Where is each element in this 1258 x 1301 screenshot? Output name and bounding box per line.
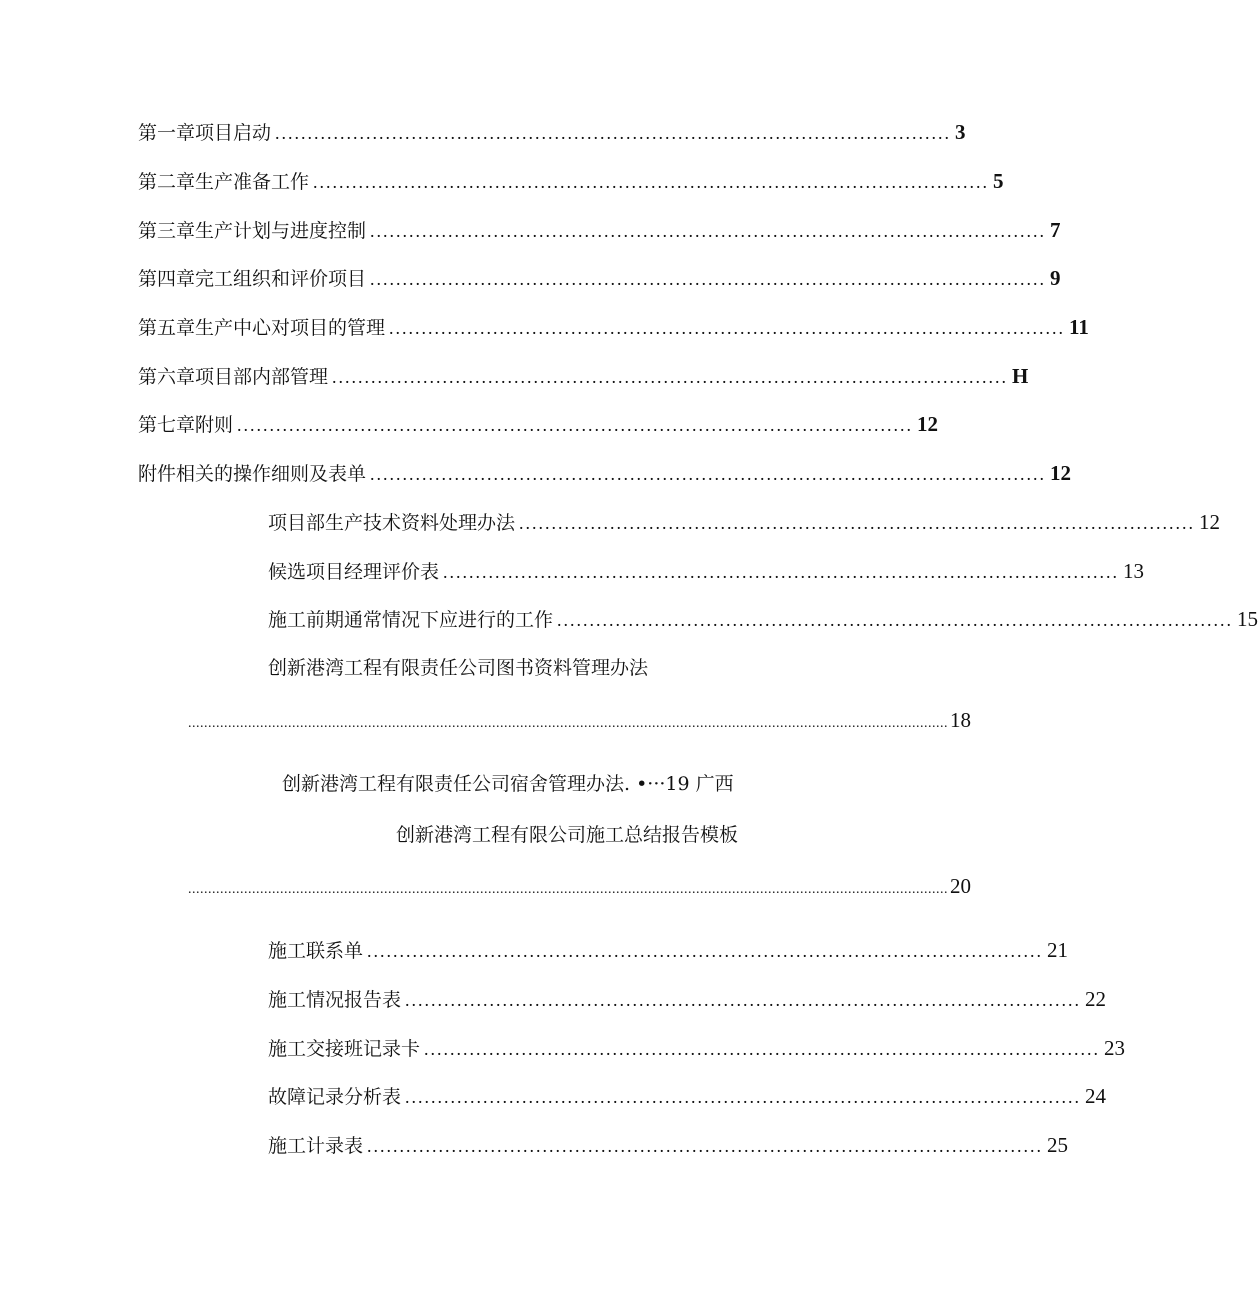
chapter-label: 第三章生产计划与进度控制 xyxy=(138,220,367,242)
dot-leader: .............................................................................................................................................................................................. xyxy=(188,882,948,897)
toc-entry-ch6[interactable] xyxy=(138,363,1029,390)
chapter-title: 生产中心对项目的管理 xyxy=(195,317,386,339)
page-number: 18 xyxy=(950,708,971,732)
dot-leader: ........................................................................................................ xyxy=(405,990,1082,1010)
page-number: 23 xyxy=(1104,1036,1126,1060)
dot-leader: ........................................................................................................ xyxy=(367,941,1044,961)
dot-leader: .............................................................................................................................................................................................. xyxy=(188,716,948,731)
toc-entry-ch2[interactable] xyxy=(138,168,1004,195)
dot-leader: ........................................................................................................ xyxy=(367,1136,1044,1156)
chapter-title: 完工组织和评价项目 xyxy=(195,268,367,290)
dot-leader: ........................................................................................................ xyxy=(370,221,1047,241)
page-number: 9 xyxy=(1050,266,1061,290)
toc-sub-entry-8[interactable] xyxy=(268,986,1107,1013)
dot-leader: ........................................................................................................ xyxy=(237,415,914,435)
toc-sub-entry-7[interactable] xyxy=(268,937,1069,964)
toc-sub-entry-6-title[interactable] xyxy=(396,822,738,848)
dot-leader: ........................................................................................................ xyxy=(389,318,1066,338)
page-number: 20 xyxy=(950,874,971,898)
page-number: 25 xyxy=(1047,1133,1069,1157)
toc-entry-ch7[interactable] xyxy=(138,411,939,438)
entry-title: 施工计录表 xyxy=(268,1135,364,1157)
page-number: 5 xyxy=(993,169,1004,193)
entry-title: 施工交接班记录卡 xyxy=(268,1038,421,1060)
page-number: 12 xyxy=(1050,461,1072,485)
dot-leader: ........................................................................................................ xyxy=(275,123,952,143)
dot-leader: ........................................................................................................ xyxy=(519,513,1196,533)
dot-leader: ........................................................................................................ xyxy=(557,610,1234,630)
page-number: 24 xyxy=(1085,1084,1107,1108)
dot-leader: ........................................................................................................ xyxy=(313,172,990,192)
toc-sub-entry-6-leader[interactable] xyxy=(186,873,971,903)
toc-sub-entry-1[interactable] xyxy=(268,509,1221,536)
chapter-title: 相关的操作细则及表单 xyxy=(176,463,367,485)
toc-sub-entry-3[interactable] xyxy=(268,606,1258,633)
toc-sub-entry-5[interactable] xyxy=(282,771,734,797)
chapter-label: 附件 xyxy=(138,463,177,485)
entry-title: 创新港湾工程有限责任公司图书资料管理办法 xyxy=(268,657,649,679)
toc-entry-ch4[interactable] xyxy=(138,265,1061,292)
page-number: 21 xyxy=(1047,938,1069,962)
dot-leader: ........................................................................................................ xyxy=(424,1039,1101,1059)
entry-title: 故障记录分析表 xyxy=(268,1086,402,1108)
entry-title: 候选项目经理评价表 xyxy=(268,561,440,583)
toc-sub-entry-10[interactable] xyxy=(268,1083,1107,1110)
page-number: 7 xyxy=(1050,218,1061,242)
toc-entry-ch1[interactable] xyxy=(138,119,966,146)
toc-entry-ch5[interactable] xyxy=(138,314,1089,341)
page-number: 15 xyxy=(1237,607,1258,631)
toc-entry-ch3[interactable] xyxy=(138,217,1061,244)
entry-title: 施工情况报告表 xyxy=(268,989,402,1011)
page-number: 11 xyxy=(1069,315,1089,339)
chapter-title: 项目部内部管理 xyxy=(195,366,329,388)
entry-title: 施工联系单 xyxy=(268,940,364,962)
entry-title: 项目部生产技术资料处理办法 xyxy=(268,512,516,534)
entry-title: 施工前期通常情况下应进行的工作 xyxy=(268,609,554,631)
chapter-label: 第七章附则 xyxy=(138,414,234,436)
chapter-label: 第二章 xyxy=(138,171,196,193)
chapter-title: 生产准备工作 xyxy=(195,171,310,193)
page-number: 12 xyxy=(917,412,939,436)
toc-sub-entry-4-title[interactable] xyxy=(268,655,648,681)
page-number: 12 xyxy=(1199,510,1221,534)
entry-text: 创新港湾工程有限责任公司宿舍管理办法. •···19 广西 xyxy=(282,773,734,795)
toc-sub-entry-11[interactable] xyxy=(268,1132,1069,1159)
dot-leader: ........................................................................................................ xyxy=(332,367,1009,387)
toc-entry-annex[interactable] xyxy=(138,460,1072,487)
entry-title: 创新港湾工程有限公司施工总结报告模板 xyxy=(396,824,739,846)
page-number: 22 xyxy=(1085,987,1107,1011)
toc-sub-entry-4-leader[interactable] xyxy=(186,707,971,737)
dot-leader: ........................................................................................................ xyxy=(370,464,1047,484)
chapter-label: 第一章项目启动 xyxy=(138,122,272,144)
dot-leader: ........................................................................................................ xyxy=(405,1087,1082,1107)
page-number: 13 xyxy=(1123,559,1145,583)
chapter-label: 第四章 xyxy=(138,268,196,290)
dot-leader: ........................................................................................................ xyxy=(443,562,1120,582)
dot-leader: ........................................................................................................ xyxy=(370,269,1047,289)
chapter-label: 第六章 xyxy=(138,366,196,388)
toc-sub-entry-2[interactable] xyxy=(268,558,1145,585)
toc-sub-entry-9[interactable] xyxy=(268,1035,1126,1062)
chapter-label: 第五章 xyxy=(138,317,196,339)
page-number: H xyxy=(1012,364,1029,388)
page-number: 3 xyxy=(955,120,966,144)
